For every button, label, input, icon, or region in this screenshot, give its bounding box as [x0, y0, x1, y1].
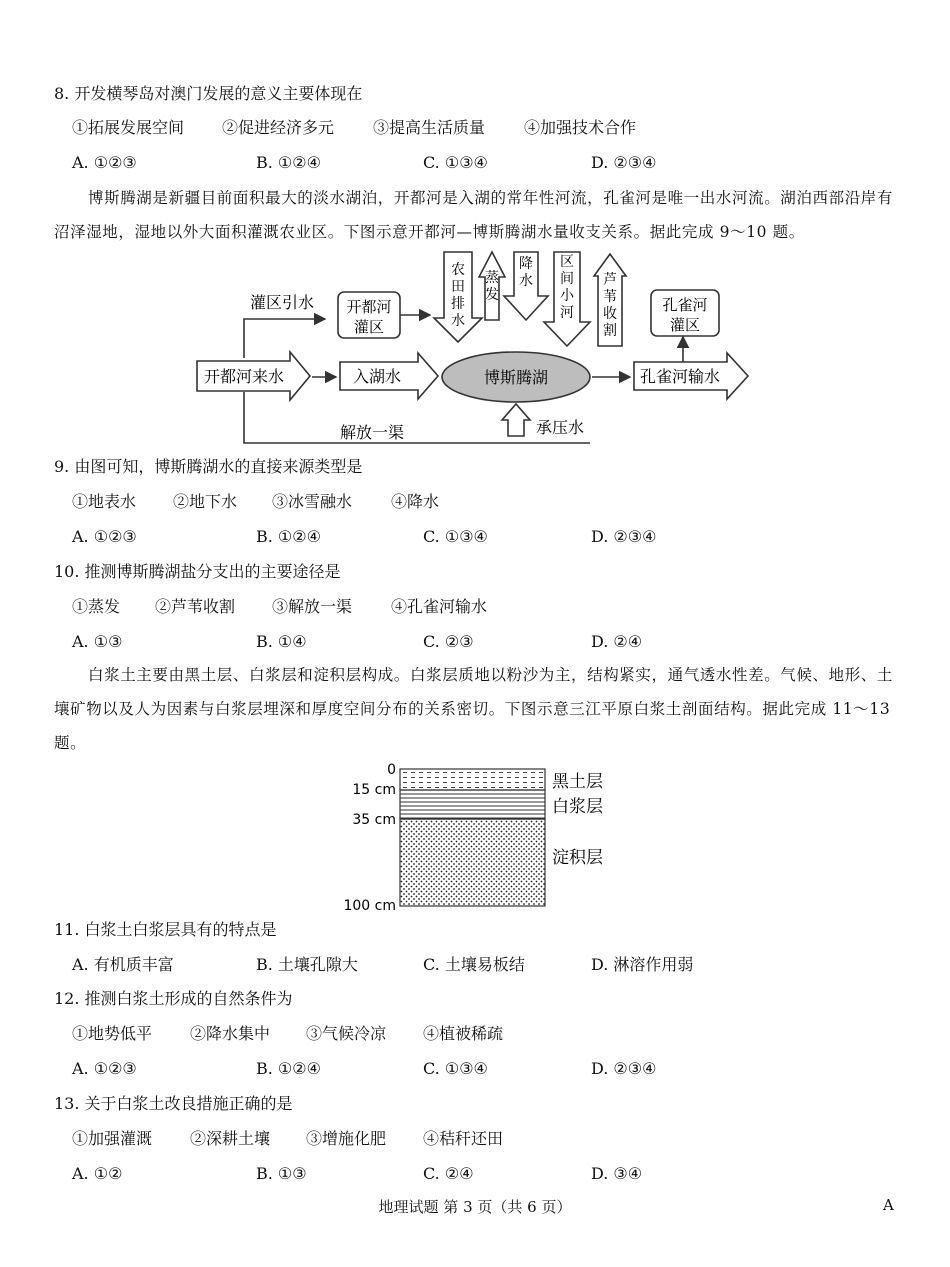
q12-item-3: ③气候冷凉: [306, 1024, 387, 1043]
q12-choice-d: D. ②③④: [591, 1059, 657, 1078]
q13-choice-c: C. ②④: [423, 1164, 474, 1183]
interval-rivers-label: 区间小河: [560, 254, 574, 321]
q10-item-4: ④孔雀河输水: [391, 597, 488, 616]
q12-choice-a: A. ①②③: [72, 1059, 137, 1078]
irrigation-intake-label: 灌区引水: [250, 293, 315, 312]
q8-choice-a: A. ①②③: [72, 153, 137, 172]
depth-label-15: 15 cm: [352, 782, 396, 798]
q11-choice-a: A. 有机质丰富: [72, 955, 174, 974]
q12-item-1: ①地势低平: [72, 1024, 153, 1043]
q9-stem: 9. 由图可知，博斯腾湖水的直接来源类型是: [54, 457, 363, 476]
q9-choice-c: C. ①③④: [423, 527, 488, 546]
q10-choice-a: A. ①③: [72, 632, 123, 651]
paper-version-mark: A: [883, 1196, 894, 1214]
illuvial-layer: [400, 819, 545, 906]
q8-item-2: ②促进经济多元: [222, 118, 335, 137]
black-soil-layer: [400, 769, 545, 790]
lake-inflow-label: 入湖水: [353, 367, 402, 386]
depth-label-35: 35 cm: [352, 812, 396, 828]
q13-item-3: ③增施化肥: [306, 1129, 387, 1148]
q9-item-4: ④降水: [391, 492, 440, 511]
artesian-label: 承压水: [536, 418, 585, 437]
q9-choice-b: B. ①②④: [256, 527, 321, 546]
water-balance-diagram: [190, 250, 760, 450]
q13-choice-d: D. ③④: [591, 1164, 643, 1183]
evaporation-arrow: [479, 252, 505, 320]
q10-choice-b: B. ①④: [256, 632, 307, 651]
q10-choice-d: D. ②④: [591, 632, 643, 651]
canal-label: 解放一渠: [340, 423, 405, 442]
q8-item-1: ①拓展发展空间: [72, 118, 185, 137]
q13-item-2: ②深耕土壤: [190, 1129, 271, 1148]
q13-choice-a: A. ①②: [72, 1164, 123, 1183]
layer-label-illuvial: 淀积层: [552, 848, 603, 868]
precipitation-label: 降水: [519, 256, 533, 289]
q10-item-3: ③解放一渠: [272, 597, 353, 616]
depth-label-0: 0: [387, 762, 396, 778]
q8-item-4: ④加强技术合作: [524, 118, 637, 137]
q12-item-2: ②降水集中: [190, 1024, 271, 1043]
q11-choice-c: C. 土壤易板结: [423, 955, 525, 974]
intro-paragraph-2: 白浆土主要由黑土层、白浆层和淀积层构成。白浆层质地以粉沙为主，结构紧实，通气透水性差。气候、地形、土壤矿物以及人为因素与白浆层埋深和厚度空间分布的关系密切。下图示意三江平原白浆土剖面结构。据此完成 11～13 题。: [54, 666, 894, 752]
q13-choice-b: B. ①③: [256, 1164, 307, 1183]
reed-harvest-label: 芦苇收割: [603, 272, 617, 339]
q12-item-4: ④植被稀疏: [423, 1024, 504, 1043]
q8-choice-c: C. ①③④: [423, 153, 488, 172]
q8-item-3: ③提高生活质量: [373, 118, 486, 137]
q10-item-1: ①蒸发: [72, 597, 121, 616]
q13-item-1: ①加强灌溉: [72, 1129, 153, 1148]
q9-choice-d: D. ②③④: [591, 527, 657, 546]
q11-stem: 11. 白浆土白浆层具有的特点是: [54, 920, 277, 939]
albic-layer: [400, 790, 545, 819]
q10-item-2: ②芦苇收割: [155, 597, 236, 616]
farm-drainage-label: 农田排水: [451, 262, 465, 329]
q8-stem: 8. 开发横琴岛对澳门发展的意义主要体现在: [54, 84, 363, 103]
q11-choice-d: D. 淋溶作用弱: [591, 955, 694, 974]
q8-choice-b: B. ①②④: [256, 153, 321, 172]
irrigated-area-label: 开都河灌区: [346, 298, 392, 336]
q10-choice-c: C. ②③: [423, 632, 474, 651]
layer-label-black-soil: 黑土层: [552, 772, 603, 792]
q12-choice-c: C. ①③④: [423, 1059, 488, 1078]
evaporation-label: 蒸发: [485, 270, 499, 303]
outflow-label: 孔雀河输水: [640, 367, 721, 386]
q9-item-2: ②地下水: [173, 492, 238, 511]
q9-choice-a: A. ①②③: [72, 527, 137, 546]
source-label: 开都河来水: [204, 367, 285, 386]
kongque-area-label: 孔雀河灌区: [662, 296, 708, 334]
depth-label-100: 100 cm: [343, 898, 396, 914]
q8-choice-d: D. ②③④: [591, 153, 657, 172]
q9-item-1: ①地表水: [72, 492, 137, 511]
soil-profile-diagram: [330, 760, 630, 915]
q9-item-3: ③冰雪融水: [272, 492, 353, 511]
layer-label-albic: 白浆层: [552, 797, 603, 817]
q13-item-4: ④秸秆还田: [423, 1129, 504, 1148]
q11-choice-b: B. 土壤孔隙大: [256, 955, 358, 974]
artesian-arrow: [502, 404, 530, 436]
q12-choice-b: B. ①②④: [256, 1059, 321, 1078]
q10-stem: 10. 推测博斯腾湖盐分支出的主要途径是: [54, 562, 341, 581]
lake-label: 博斯腾湖: [483, 368, 549, 387]
page-footer: 地理试题 第 3 页（共 6 页）: [378, 1198, 572, 1216]
q12-stem: 12. 推测白浆土形成的自然条件为: [54, 989, 293, 1008]
intro-paragraph-1: 博斯腾湖是新疆目前面积最大的淡水湖泊，开都河是入湖的常年性河流，孔雀河是唯一出水河流。湖泊西部沿岸有沼泽湿地，湿地以外大面积灌溉农业区。下图示意开都河—博斯腾湖水量收支关系。据此完成 9～10 题。: [54, 189, 894, 241]
q13-stem: 13. 关于白浆土改良措施正确的是: [54, 1094, 293, 1113]
